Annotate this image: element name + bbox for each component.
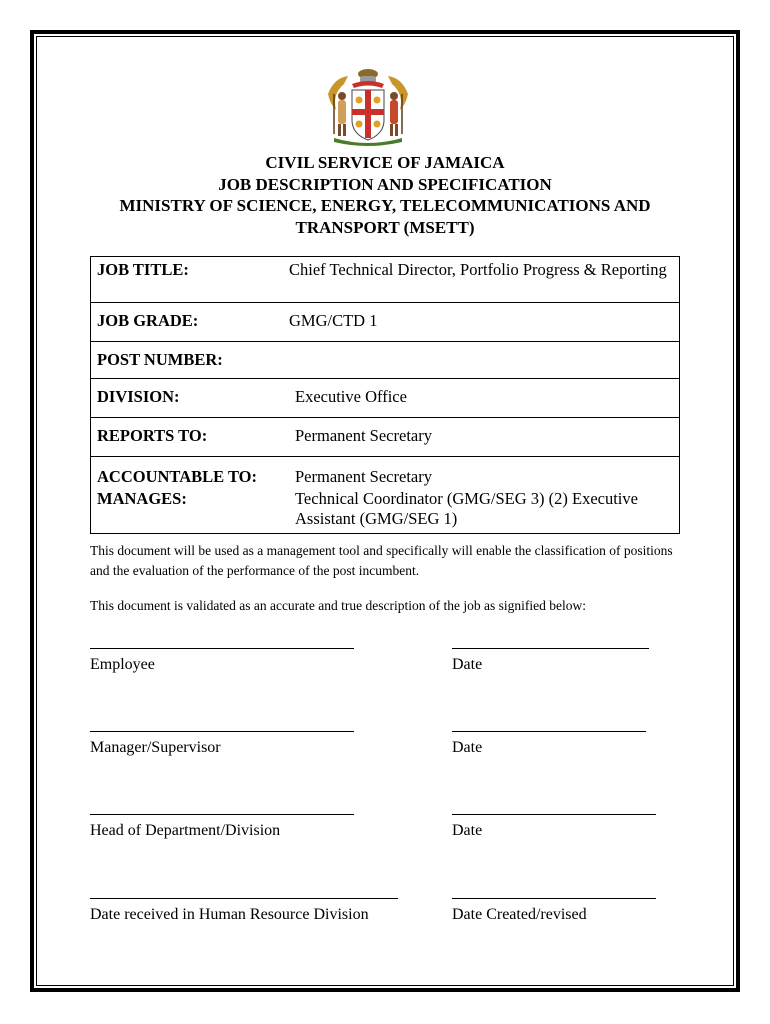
header-line-4: TRANSPORT (MSETT) bbox=[295, 217, 475, 237]
table-row bbox=[91, 487, 680, 534]
division-label: DIVISION: bbox=[91, 379, 284, 418]
signature-line bbox=[90, 717, 354, 732]
job-grade-label: JOB GRADE: bbox=[91, 303, 284, 342]
post-number-value bbox=[283, 342, 680, 379]
job-info-table bbox=[90, 256, 680, 534]
reports-to-label: REPORTS TO: bbox=[91, 418, 284, 457]
hr-received-label: Date received in Human Resource Division bbox=[90, 906, 369, 923]
table-row bbox=[91, 418, 680, 457]
employee-label: Employee bbox=[90, 656, 155, 673]
post-number-label: POST NUMBER: bbox=[91, 342, 284, 379]
date-created-label: Date Created/revised bbox=[452, 906, 587, 923]
accountable-to-value: Permanent Secretary bbox=[283, 457, 680, 488]
head-date-label: Date bbox=[452, 822, 483, 839]
job-title-value: Chief Technical Director, Portfolio Progress & Reporting bbox=[283, 257, 680, 303]
signature-line bbox=[90, 884, 398, 899]
jamaica-coat-of-arms-icon bbox=[322, 64, 414, 148]
table-row bbox=[91, 342, 680, 379]
signature-line bbox=[452, 717, 646, 732]
head-label: Head of Department/Division bbox=[90, 822, 281, 839]
reports-to-value: Permanent Secretary bbox=[283, 418, 680, 457]
table-row bbox=[91, 303, 680, 342]
manager-label: Manager/Supervisor bbox=[90, 739, 221, 756]
table-row bbox=[91, 457, 680, 488]
manager-date-block bbox=[452, 717, 646, 758]
manager-signature-block bbox=[90, 717, 354, 758]
head-date-block bbox=[452, 800, 656, 841]
purpose-paragraph: This document will be used as a management tool and specifically will enable the classification of positions and the evaluation of the performance of the post incumbent. bbox=[90, 543, 673, 578]
header-line-3: MINISTRY OF SCIENCE, ENERGY, TELECOMMUNICATIONS AND bbox=[119, 196, 651, 215]
hr-received-block bbox=[90, 884, 398, 925]
employee-date-block bbox=[452, 634, 649, 675]
date-created-block bbox=[452, 884, 656, 925]
manager-date-label: Date bbox=[452, 739, 483, 756]
employee-date-label: Date bbox=[452, 656, 483, 673]
manages-value: Technical Coordinator (GMG/SEG 3) (2) Executive Assistant (GMG/SEG 1) bbox=[283, 487, 680, 534]
table-row bbox=[91, 257, 680, 303]
signature-line bbox=[452, 884, 656, 899]
head-signature-block bbox=[90, 800, 354, 841]
signature-line bbox=[90, 634, 354, 649]
table-row bbox=[91, 379, 680, 418]
job-grade-value: GMG/CTD 1 bbox=[283, 303, 680, 342]
document-header bbox=[60, 152, 710, 238]
job-title-label: JOB TITLE: bbox=[91, 257, 284, 303]
division-value: Executive Office bbox=[283, 379, 680, 418]
header-line-2: JOB DESCRIPTION AND SPECIFICATION bbox=[218, 174, 552, 194]
validation-paragraph: This document is validated as an accurate and true description of the job as signified below: bbox=[90, 598, 586, 613]
accountable-to-label: ACCOUNTABLE TO: bbox=[91, 457, 284, 488]
manages-label: MANAGES: bbox=[91, 487, 284, 534]
employee-signature-block bbox=[90, 634, 354, 675]
header-line-1: CIVIL SERVICE OF JAMAICA bbox=[265, 153, 505, 172]
signature-line bbox=[452, 634, 649, 649]
signature-line bbox=[452, 800, 656, 815]
signature-line bbox=[90, 800, 354, 815]
